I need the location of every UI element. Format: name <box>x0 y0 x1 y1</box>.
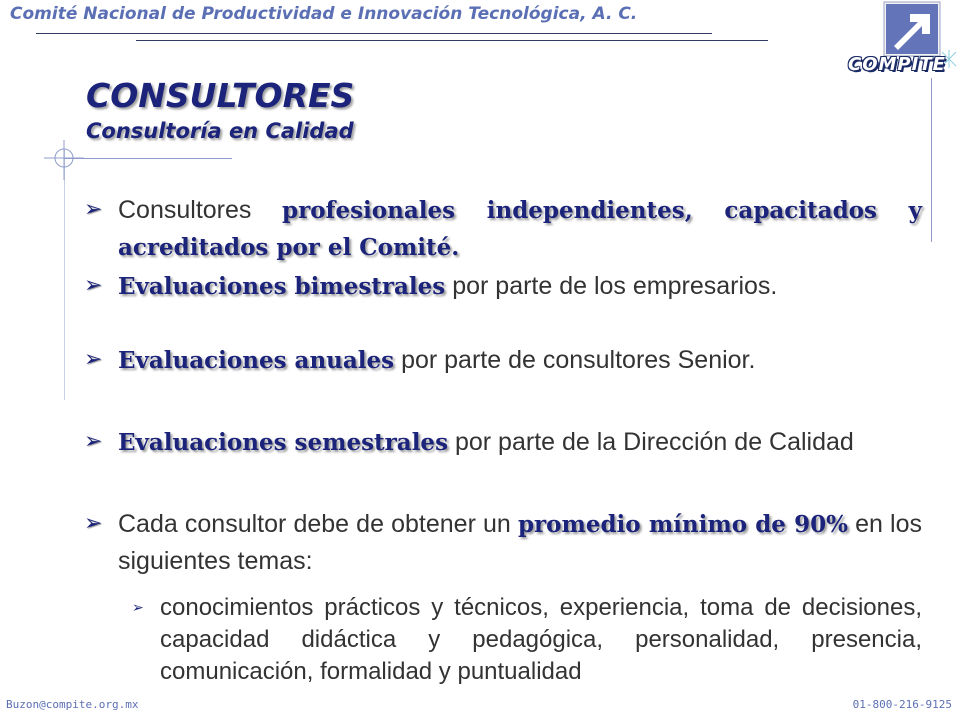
bullet-item <box>84 268 922 305</box>
header-rule <box>36 33 712 34</box>
page-subtitle: Consultoría en Calidad <box>86 119 354 143</box>
sub-bullet-arrow-icon: ➢ <box>132 600 144 616</box>
crosshair-decoration-icon <box>44 140 84 180</box>
title-underline <box>64 158 232 159</box>
bullet-item <box>84 192 922 266</box>
bullet-item <box>84 506 922 579</box>
bullet-arrow-icon: ➢ <box>84 511 103 536</box>
header-title: Comité Nacional de Productividad e Innovación Tecnológica, A. C. <box>10 4 638 24</box>
bullet-text: Evaluaciones semestrales por parte de la Dirección de Calidad <box>118 428 854 456</box>
footer-email: Buzon@compite.org.mx <box>6 698 139 711</box>
bullet-text: Evaluaciones bimestrales por parte de los empresarios. <box>118 272 778 300</box>
bullet-text: Evaluaciones anuales por parte de consultores Senior. <box>118 346 756 374</box>
bullet-arrow-icon: ➢ <box>84 347 103 372</box>
sub-bullet-item <box>132 592 922 688</box>
left-vertical-rule <box>64 150 65 400</box>
bullet-arrow-icon: ➢ <box>84 429 103 454</box>
bullet-arrow-icon: ➢ <box>84 197 103 222</box>
right-vertical-rule <box>931 78 932 242</box>
bullet-text: Consultores profesionales independientes, capacitados y acreditados por el Comité. <box>118 196 922 261</box>
compite-logo <box>838 0 960 84</box>
footer-phone: 01-800-216-9125 <box>852 698 952 711</box>
bullet-item <box>84 342 922 379</box>
header-rule-2 <box>136 40 768 41</box>
sub-bullet-text: conocimientos prácticos y técnicos, experiencia, toma de decisiones, capacidad didáctica y pedagógica, personalidad, presencia, comunicación, formalidad y puntualidad <box>160 594 922 685</box>
page-title: CONSULTORES <box>86 76 355 115</box>
bullet-item <box>84 424 922 461</box>
logo-text: COMPITE <box>848 54 946 75</box>
bullet-arrow-icon: ➢ <box>84 273 103 298</box>
bullet-text: Cada consultor debe de obtener un promedio mínimo de 90% en los siguientes temas: <box>118 510 922 575</box>
